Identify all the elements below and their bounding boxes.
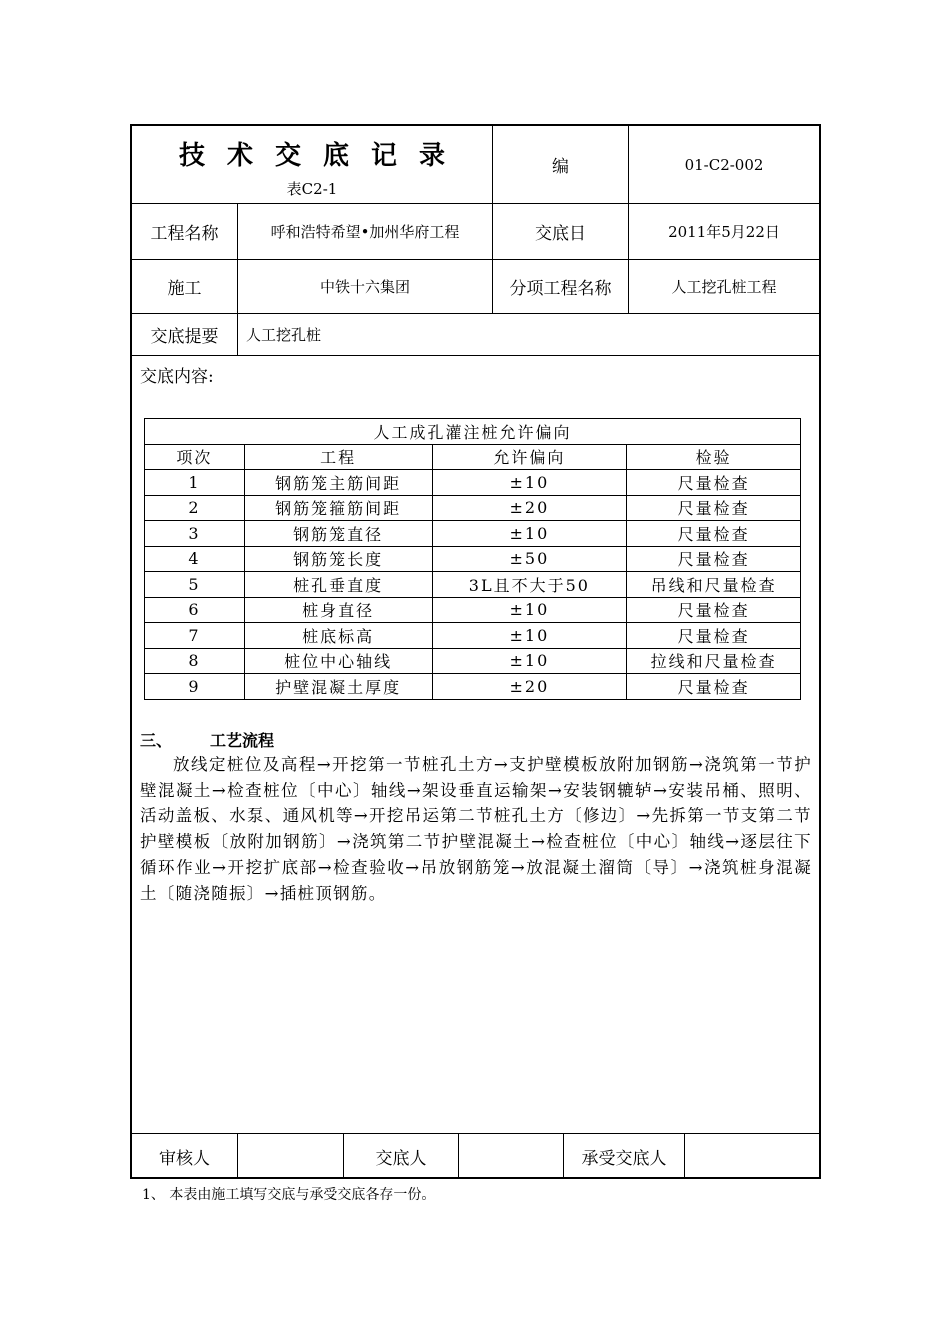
number-label: 编 [552,157,569,177]
row-item: 钢筋笼主筋间距 [244,470,432,496]
table-row [145,521,801,547]
summary-value: 人工挖孔桩 [246,326,322,344]
table-row [145,572,801,598]
project-label: 工程名称 [150,224,219,244]
receiver-signature[interactable] [685,1134,819,1178]
row-item: 护壁混凝土厚度 [244,674,432,700]
row-index: 3 [145,521,245,547]
row-tolerance: ±10 [432,623,627,649]
discloser-label: 交底人 [375,1148,427,1169]
row-item: 钢筋笼长度 [244,546,432,572]
table-header-row [145,444,801,470]
row-tolerance: ±20 [432,674,627,700]
table-row [145,674,801,700]
table-row [145,546,801,572]
table-caption-row [145,419,801,445]
row-tolerance: ±10 [432,597,627,623]
column-header: 检验 [627,444,801,470]
row-method: 尺量检查 [627,546,801,572]
row-item: 桩孔垂直度 [244,572,432,598]
date-label: 交底日 [535,224,586,244]
row-method: 吊线和尺量检查 [627,572,801,598]
subproject-value: 人工挖孔桩工程 [671,278,777,296]
row-item: 钢筋笼箍筋间距 [244,495,432,521]
row-method: 尺量检查 [627,470,801,496]
contractor-label: 施工 [167,279,202,299]
table-caption: 人工成孔灌注桩允许偏向 [145,419,801,445]
row-item: 钢筋笼直径 [244,521,432,547]
row-method: 尺量检查 [627,597,801,623]
row-index: 9 [145,674,245,700]
receiver-label: 承受交底人 [581,1148,667,1169]
form-title: 技术交底记录 [178,140,467,171]
row-index: 6 [145,597,245,623]
subproject-label: 分项工程名称 [509,279,612,299]
column-header: 允许偏向 [432,444,627,470]
reviewer-signature[interactable] [238,1134,343,1178]
column-header: 项次 [145,444,245,470]
row-item: 桩底标高 [244,623,432,649]
deviation-table [144,418,801,700]
row-tolerance: ±10 [432,648,627,674]
table-row [145,495,801,521]
process-text: 放线定桩位及高程→开挖第一节桩孔土方→支护壁模板放附加钢筋→浇筑第一节护壁混凝土→检查桩位〔中心〕轴线→架设垂直运输架→安装钢辘轳→安装吊桶、照明、活动盖板、水泵、通风机等→开挖吊运第二节桩孔土方〔修边〕→先拆第一节支第二节护壁模板〔放附加钢筋〕→浇筑第二节护壁混凝土→检查桩位〔中心〕轴线→逐层往下循环作业→开挖扩底部→检查验收→吊放钢筋笼→放混凝土溜筒〔导〕→浇筑桩身混凝土〔随浇随振〕→插桩顶钢筋。 [140,755,812,903]
date-value: 2011年5月22日 [668,223,780,241]
row-method: 尺量检查 [627,495,801,521]
row-tolerance: ±10 [432,521,627,547]
content-label: 交底内容: [140,367,214,387]
table-row [145,623,801,649]
row-item: 桩位中心轴线 [244,648,432,674]
contractor-value: 中铁十六集团 [319,278,410,296]
row-tolerance: 3L且不大于50 [432,572,627,598]
reviewer-label: 审核人 [159,1148,210,1169]
row-tolerance: ±10 [432,470,627,496]
footnote: 1、 本表由施工填写交底与承受交底各存一份。 [142,1187,436,1203]
discloser-signature[interactable] [459,1134,563,1178]
process-heading [140,728,274,751]
number-value: 01-C2-002 [684,155,764,174]
process-number: 三、 [140,731,173,750]
form-code: 表C2-1 [286,179,338,198]
table-row [145,470,801,496]
row-method: 尺量检查 [627,623,801,649]
row-method: 尺量检查 [627,674,801,700]
row-index: 2 [145,495,245,521]
row-method: 尺量检查 [627,521,801,547]
row-index: 5 [145,572,245,598]
process-title: 工艺流程 [210,731,275,750]
project-value: 呼和浩特希望•加州华府工程 [270,223,460,241]
rule-summary-bottom [131,355,820,356]
table-row [145,648,801,674]
summary-label: 交底提要 [150,327,219,347]
row-method: 拉线和尺量检查 [627,648,801,674]
column-header: 工程 [244,444,432,470]
row-tolerance: ±50 [432,546,627,572]
row-index: 8 [145,648,245,674]
row-index: 4 [145,546,245,572]
row-index: 7 [145,623,245,649]
table-row [145,597,801,623]
row-index: 1 [145,470,245,496]
row-item: 桩身直径 [244,597,432,623]
row-tolerance: ±20 [432,495,627,521]
